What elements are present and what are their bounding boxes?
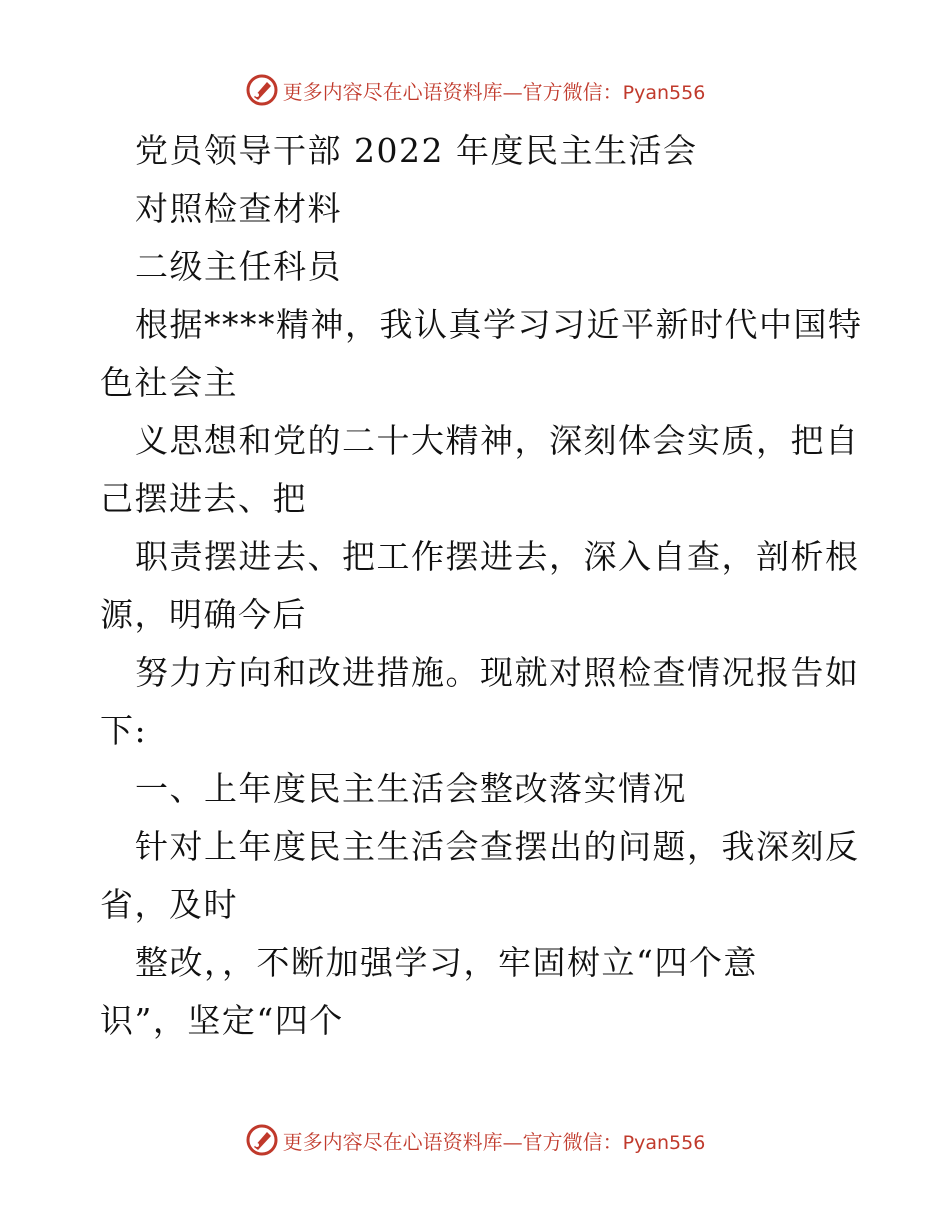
watermark-id: Pyan556 [622, 1131, 706, 1154]
watermark-text [283, 76, 706, 105]
paragraph-line: 根据****精神，我认真学习习近平新时代中国特 [135, 305, 863, 344]
paragraph-line: 职责摆进去、把工作摆进去，深入自查，剖析根 [135, 537, 860, 576]
watermark-text [283, 1126, 706, 1155]
paragraph-line: 源，明确今后 [100, 595, 307, 634]
paragraph-line: 努力方向和改进措施。现就对照检查情况报告如 [135, 653, 860, 692]
paragraph-line: 义思想和党的二十大精神，深刻体会实质，把自 [135, 421, 860, 460]
paragraph-line: 省，及时 [100, 885, 238, 924]
watermark-separator: — [502, 1129, 523, 1154]
footer-watermark [0, 1120, 950, 1160]
watermark-label: 官方微信： [522, 1129, 623, 1154]
paragraph-line: 识”，坚定“四个 [100, 1001, 344, 1040]
paragraph-line: 己摆进去、把 [100, 479, 307, 518]
watermark-main: 更多内容尽在心语资料库 [282, 79, 503, 104]
paragraph-line: 下: [100, 711, 148, 750]
doc-author-line: 二级主任科员 [135, 247, 342, 286]
pen-logo-icon [245, 73, 279, 107]
watermark-main: 更多内容尽在心语资料库 [282, 1129, 503, 1154]
document-body [100, 122, 863, 1050]
paragraph-line: 整改，，不断加强学习，牢固树立“四个意 [135, 943, 758, 982]
header-watermark [0, 70, 950, 110]
paragraph-line: 针对上年度民主生活会查摆出的问题，我深刻反 [135, 827, 860, 866]
section-heading: 一、上年度民主生活会整改落实情况 [135, 769, 687, 808]
paragraph-line: 色社会主 [100, 363, 238, 402]
watermark-id: Pyan556 [622, 81, 706, 104]
pen-logo-icon [245, 1123, 279, 1157]
watermark-separator: — [502, 79, 523, 104]
doc-title-line-2: 对照检查材料 [135, 189, 342, 228]
doc-title-line-1: 党员领导干部 2022 年度民主生活会 [135, 131, 698, 170]
watermark-label: 官方微信： [522, 79, 623, 104]
